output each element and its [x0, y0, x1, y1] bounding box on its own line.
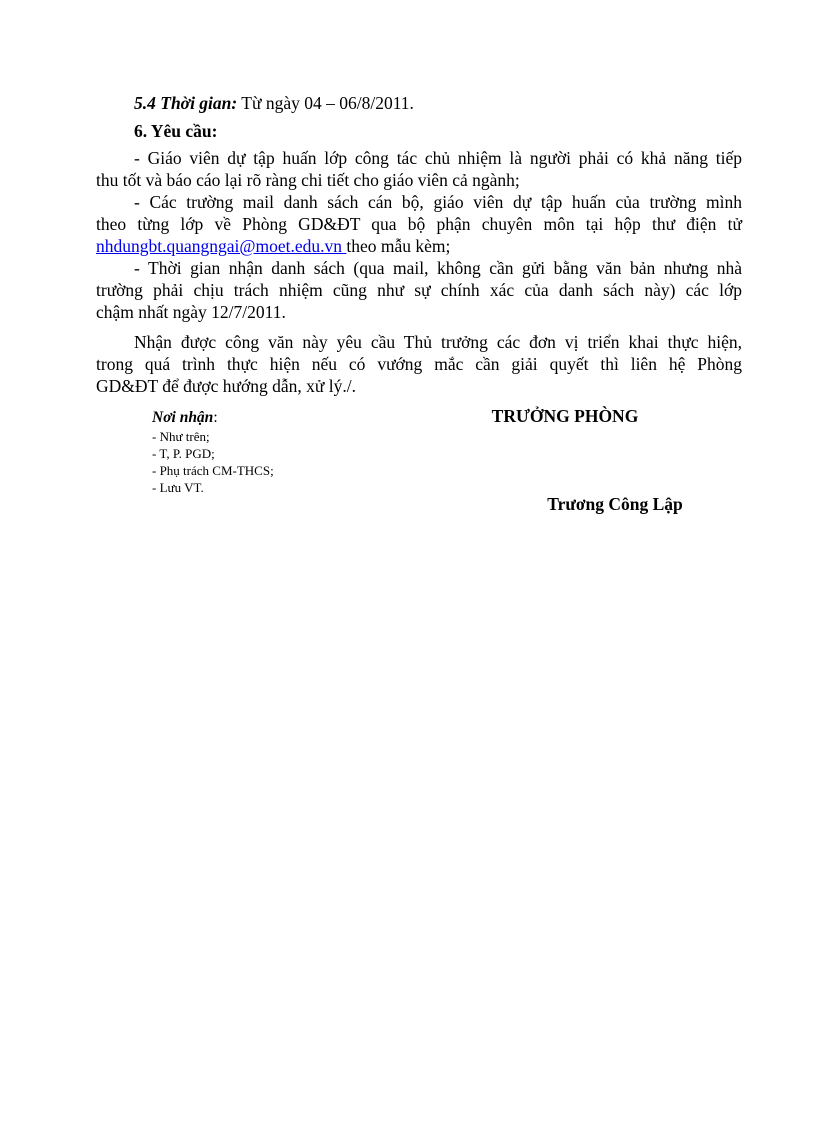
document-body: [96, 92, 742, 397]
closing-line-2: trong quá trình thực hiện nếu có vướng mắc cần giải quyết thì liên hệ Phòng: [96, 354, 742, 374]
requirement-2-line-3: [96, 235, 742, 257]
requirement-1-line-1: - Giáo viên dự tập huấn lớp công tác chủ nhiệm là người phải có khả năng tiếp: [134, 148, 742, 168]
requirement-3-line-1: - Thời gian nhận danh sách (qua mail, không cần gửi bằng văn bản nhưng nhà: [134, 258, 742, 278]
requirement-2-line-3-rest: theo mẫu kèm;: [346, 236, 451, 256]
closing-line-1: Nhận được công văn này yêu cầu Thủ trưởng các đơn vị triển khai thực hiện,: [134, 332, 742, 352]
recipient-item: - T, P. PGD;: [152, 446, 215, 461]
recipients-label-colon: :: [213, 409, 218, 426]
section-5-4-heading: 5.4 Thời gian:: [134, 93, 238, 113]
requirement-2-line-2: theo từng lớp về Phòng GD&ĐT qua bộ phận chuyên môn tại hộp thư điện tử: [96, 214, 742, 234]
recipient-item: - Phụ trách CM-THCS;: [152, 463, 274, 478]
recipients-label-text: Nơi nhận: [152, 409, 214, 426]
recipient-item: - Như trên;: [152, 429, 210, 444]
recipients-list: [152, 428, 412, 496]
email-link[interactable]: nhdungbt.quangngai@moet.edu.vn: [96, 236, 347, 256]
recipients-label: [152, 408, 412, 428]
requirement-2-line-1: - Các trường mail danh sách cán bộ, giáo viên dự tập huấn của trường mình: [134, 192, 742, 212]
section-5-4-time: [96, 92, 742, 114]
signer-title: TRƯỞNG PHÒNG: [491, 406, 639, 426]
requirement-3-line-3: chậm nhất ngày 12/7/2011.: [96, 302, 286, 322]
section-6-heading: 6. Yêu cầu:: [134, 121, 218, 141]
recipient-item: - Lưu VT.: [152, 480, 204, 495]
requirement-3-line-2: trường phải chịu trách nhiệm cũng như sự chính xác của danh sách này) các lớp: [96, 280, 742, 300]
signer-name: Trương Công Lập: [547, 494, 683, 514]
requirement-1-line-2: thu tốt và báo cáo lại rõ ràng chi tiết cho giáo viên cả ngành;: [96, 170, 520, 190]
section-5-4-text: Từ ngày 04 – 06/8/2011.: [237, 93, 414, 113]
recipients-block: [152, 408, 412, 496]
closing-line-3: GD&ĐT để được hướng dẫn, xử lý./.: [96, 376, 357, 396]
